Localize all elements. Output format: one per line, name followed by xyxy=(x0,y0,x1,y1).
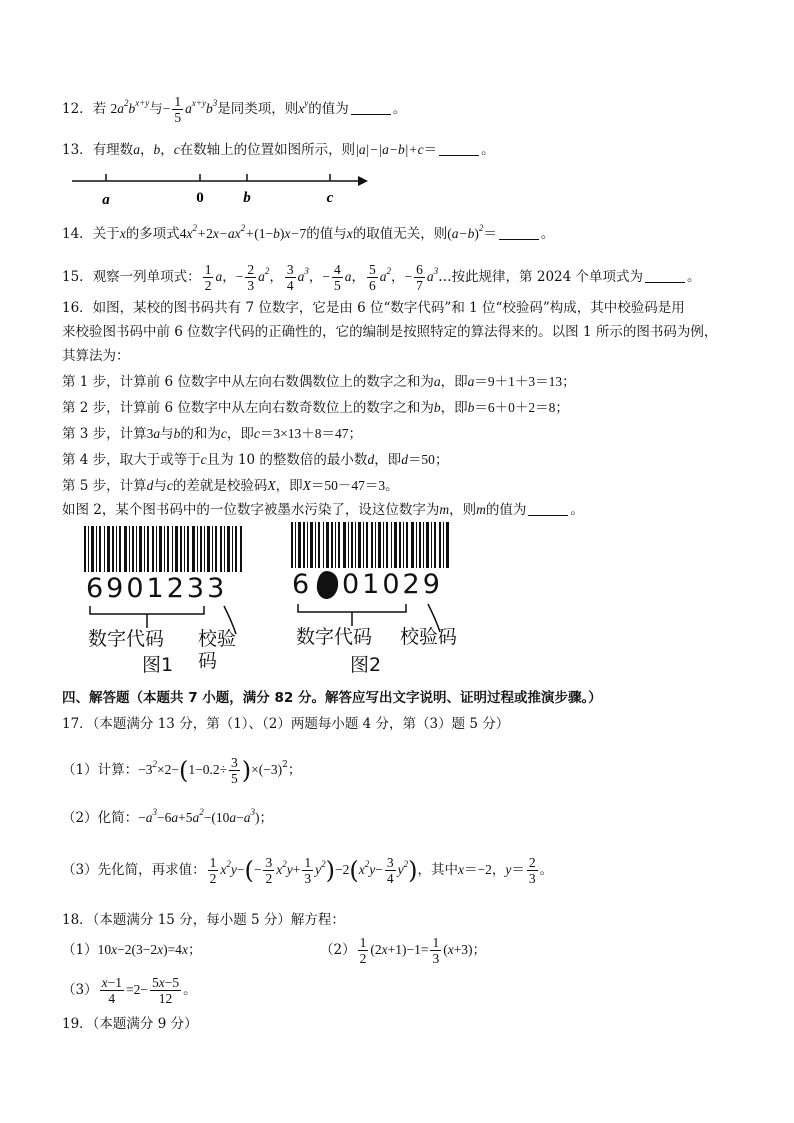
answer-blank[interactable] xyxy=(351,100,391,115)
label-a: a xyxy=(102,192,110,208)
question-17-head: 17．（本题满分 13 分，第（1）、（2）两题每小题 4 分，第（3）题 5 分） xyxy=(62,716,510,732)
answer-blank[interactable] xyxy=(645,268,685,283)
question-18-part-1: （1）10x−2(3−2x)=4x； xyxy=(62,942,202,958)
step-5: 第 5 步，计算d与c的差就是校验码X，即X＝50－47＝3。 xyxy=(62,478,399,494)
question-19-head: 19．（本题满分 9 分） xyxy=(62,1016,198,1032)
barcode-2 xyxy=(290,522,450,568)
ink-blot xyxy=(314,569,340,601)
number-line xyxy=(62,166,372,210)
question-18-part-2: （2） $\frac{1}{2}$ (2x+1)−1= $\frac{1}{3}$ (x+3)； xyxy=(320,935,487,966)
question-18-head: 18．（本题满分 15 分，每小题 5 分）解方程： xyxy=(62,912,345,928)
label-c: c xyxy=(326,190,334,206)
math-expr: |a|−|a−b|+c＝ xyxy=(355,142,438,157)
figure-1-caption: 图1 xyxy=(142,654,174,676)
figure-1-code-label: 数字代码 xyxy=(88,628,165,650)
answer-blank[interactable] xyxy=(499,225,539,240)
question-17-part-2: （2）化简：$-a^3-6a+5a^2-(10a-a^3)$； xyxy=(62,807,273,826)
barcode-1 xyxy=(82,526,246,572)
section-4-title: 四、解答题（本题共 7 小题，满分 82 分。解答应写出文字说明、证明过程或推演步骤。） xyxy=(62,690,602,706)
question-17-part-3: （3）先化简，再求值： $\frac{1}{2}$ $x^2y-(-$ $\frac{3}{2}$ $x^2y+$ $\frac{1}{3}$ $y^2)-2(x^2y-$ $\frac{3}{4}$ $y^2$)，其中x＝−2，y＝ $\frac{2}{3}$ 。 xyxy=(62,855,554,886)
figure-2-check-label: 校验码 xyxy=(400,626,458,648)
label-0: 0 xyxy=(196,190,204,206)
label-b: b xyxy=(243,190,251,206)
barcode-1-digits: 6901233 xyxy=(86,573,228,604)
question-15: 15．观察一列单项式： $\frac{1}{2}$ a，− $\frac{2}{3}$ $a^2$， $\frac{3}{4}$ $a^3$，− $\frac{4}{5}$ a， $\frac{5}{6}$ $a^2$，− $\frac{6}{7}$ $a^3\dots$按此规律，第 2024 个单项式为 。 xyxy=(62,262,701,293)
question-16-line2: 来校验图书码中前 6 位数字代码的正确性的，它的编制是按照特定的算法得来的。以图 1 所示的图书码为例， xyxy=(62,324,718,340)
answer-blank[interactable] xyxy=(528,501,568,516)
step-3: 第 3 步，计算3a与b的和为c，即c＝3×13＋8＝47； xyxy=(62,426,363,442)
question-16-line3: 其算法为： xyxy=(62,348,130,364)
figure-1 xyxy=(76,526,248,678)
barcode-2-digits-left: 6 xyxy=(292,569,310,600)
question-12: 12．若 $2a^2b^{x+y}$与− $\frac{1}{5}$ $a^{x+y}b^3$是同类项，则$x^y$的值为 。 xyxy=(62,94,407,125)
figure-2 xyxy=(288,522,468,678)
question-16-line1: 16．如图，某校的图书码共有 7 位数字，它是由 6 位“数字代码”和 1 位“校验码”构成，其中校验码是用 xyxy=(62,300,685,316)
step-2: 第 2 步，计算前 6 位数字中从左向右数奇数位上的数字之和为b，即b＝6＋0＋2＝8； xyxy=(62,400,569,416)
question-16-last: 如图 2，某个图书码中的一位数字被墨水污染了，设这位数字为m，则m的值为 。 xyxy=(62,502,584,518)
question-18-part-3: （3） $\frac{x-1}{4}$ =2− $\frac{5x-5}{12}$ 。 xyxy=(62,975,197,1006)
question-17-part-1: （1）计算：$-3^2\times 2-(1-0.2\div$ $\frac{3}{5}$ )$\times(-3)^2$； xyxy=(62,755,302,786)
figure-1-check-label: 校验码 xyxy=(198,628,237,672)
barcode-2-digits-right: 01029 xyxy=(342,569,443,600)
figure-2-caption: 图2 xyxy=(350,654,382,676)
question-14: 14．关于x的多项式$4x^2+2x-ax^2+(1-b)x-7$的值与x的取值无关，则$(a-b)^2=$ 。 xyxy=(62,223,555,242)
question-13: 13．有理数a，b，c在数轴上的位置如图所示，则|a|−|a−b|+c＝ 。 xyxy=(62,142,495,158)
math-expr: $4x^2+2x-ax^2+(1-b)x-7$ xyxy=(179,223,307,241)
step-1: 第 1 步，计算前 6 位数字中从左向右数偶数位上的数字之和为a，即a＝9＋1＋3＝13； xyxy=(62,374,576,390)
figure-2-code-label: 数字代码 xyxy=(296,626,373,648)
math-expr: $2a^2b^{x+y}$ xyxy=(110,98,150,116)
answer-blank[interactable] xyxy=(439,141,479,156)
step-4: 第 4 步，取大于或等于c且为 10 的整数倍的最小数d，即d＝50； xyxy=(62,452,449,468)
